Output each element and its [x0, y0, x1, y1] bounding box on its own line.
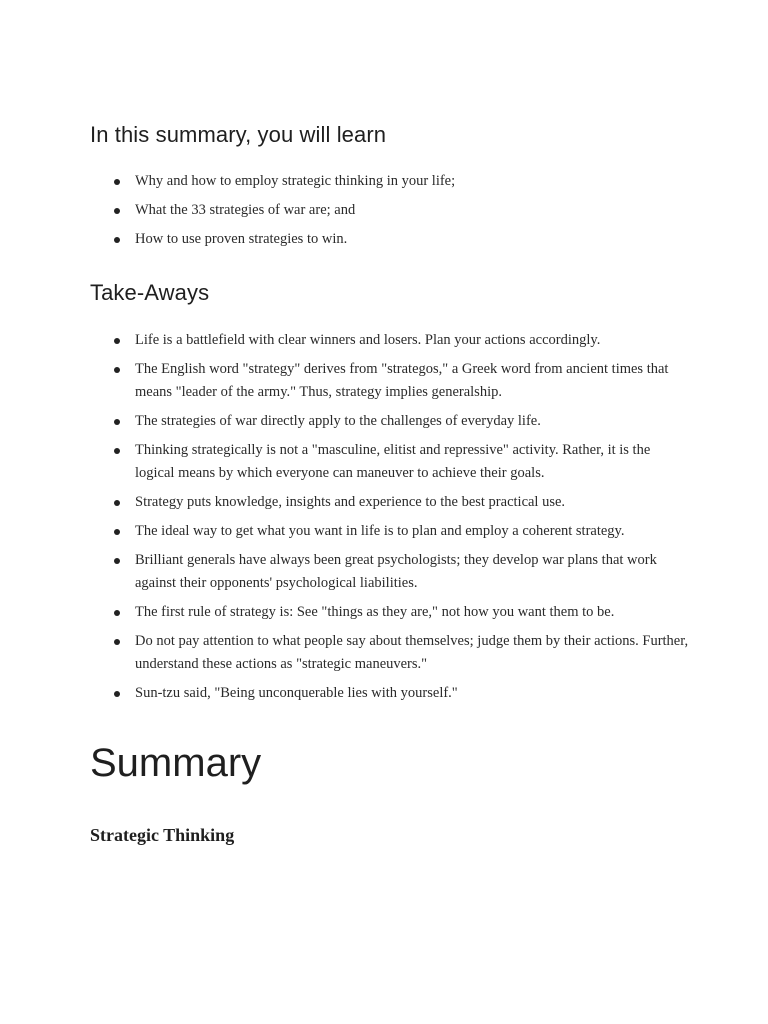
takeaways-heading: Take-Aways — [90, 280, 210, 306]
takeaway-item — [90, 520, 690, 543]
bullet-icon — [114, 338, 120, 344]
takeaway-item-text: The ideal way to get what you want in life is to plan and employ a coherent strategy. — [135, 522, 625, 539]
bullet-icon — [114, 179, 120, 185]
takeaway-item — [90, 439, 690, 485]
summary-title: Summary — [90, 740, 262, 785]
learn-item-text: Why and how to employ strategic thinking in your life; — [135, 173, 456, 190]
bullet-icon — [114, 237, 120, 243]
takeaway-item-text: Do not pay attention to what people say about themselves; judge them by their actions. Further, understand these actions as "strategic maneuvers." — [135, 632, 689, 672]
takeaway-item-text: The English word "strategy" derives from "strategos," a Greek word from ancient times that means "leader of the army." Thus, strategy implies generalship. — [135, 360, 669, 400]
bullet-icon — [114, 419, 120, 425]
takeaway-item — [90, 410, 690, 433]
learn-item — [90, 199, 690, 222]
bullet-icon — [114, 367, 120, 373]
learn-item — [90, 170, 690, 193]
bullet-icon — [114, 558, 120, 564]
strategic-thinking-subheading: Strategic Thinking — [90, 824, 235, 845]
takeaway-item-text: Thinking strategically is not a "masculine, elitist and repressive" activity. Rather, it is the logical means by which everyone can maneuver to achieve their goals. — [135, 441, 651, 481]
takeaway-item-text: The first rule of strategy is: See "things as they are," not how you want them to be. — [135, 603, 615, 620]
takeaway-item-text: The strategies of war directly apply to the challenges of everyday life. — [135, 412, 541, 429]
learn-item-text: How to use proven strategies to win. — [135, 231, 348, 248]
takeaway-item — [90, 682, 690, 705]
bullet-icon — [114, 529, 120, 535]
document-page — [90, 118, 690, 846]
takeaway-item — [90, 329, 690, 352]
takeaway-item — [90, 491, 690, 514]
learn-heading: In this summary, you will learn — [90, 122, 387, 147]
takeaway-item — [90, 601, 690, 624]
takeaway-item-text: Life is a battlefield with clear winners and losers. Plan your actions accordingly. — [135, 331, 601, 348]
takeaway-item — [90, 630, 690, 676]
learn-item-text: What the 33 strategies of war are; and — [135, 202, 356, 219]
takeaway-item — [90, 358, 690, 404]
bullet-icon — [114, 691, 120, 697]
learn-list — [90, 170, 690, 251]
takeaway-item-text: Sun-tzu said, "Being unconquerable lies with yourself." — [135, 684, 458, 701]
bullet-icon — [114, 610, 120, 616]
bullet-icon — [114, 448, 120, 454]
bullet-icon — [114, 208, 120, 214]
takeaways-list — [90, 329, 690, 705]
learn-item — [90, 228, 690, 251]
takeaway-item-text: Strategy puts knowledge, insights and experience to the best practical use. — [135, 493, 566, 510]
takeaway-item-text: Brilliant generals have always been great psychologists; they develop war plans that work against their opponents' psychological liabilities. — [135, 551, 657, 591]
bullet-icon — [114, 500, 120, 506]
takeaway-item — [90, 549, 690, 595]
bullet-icon — [114, 639, 120, 645]
